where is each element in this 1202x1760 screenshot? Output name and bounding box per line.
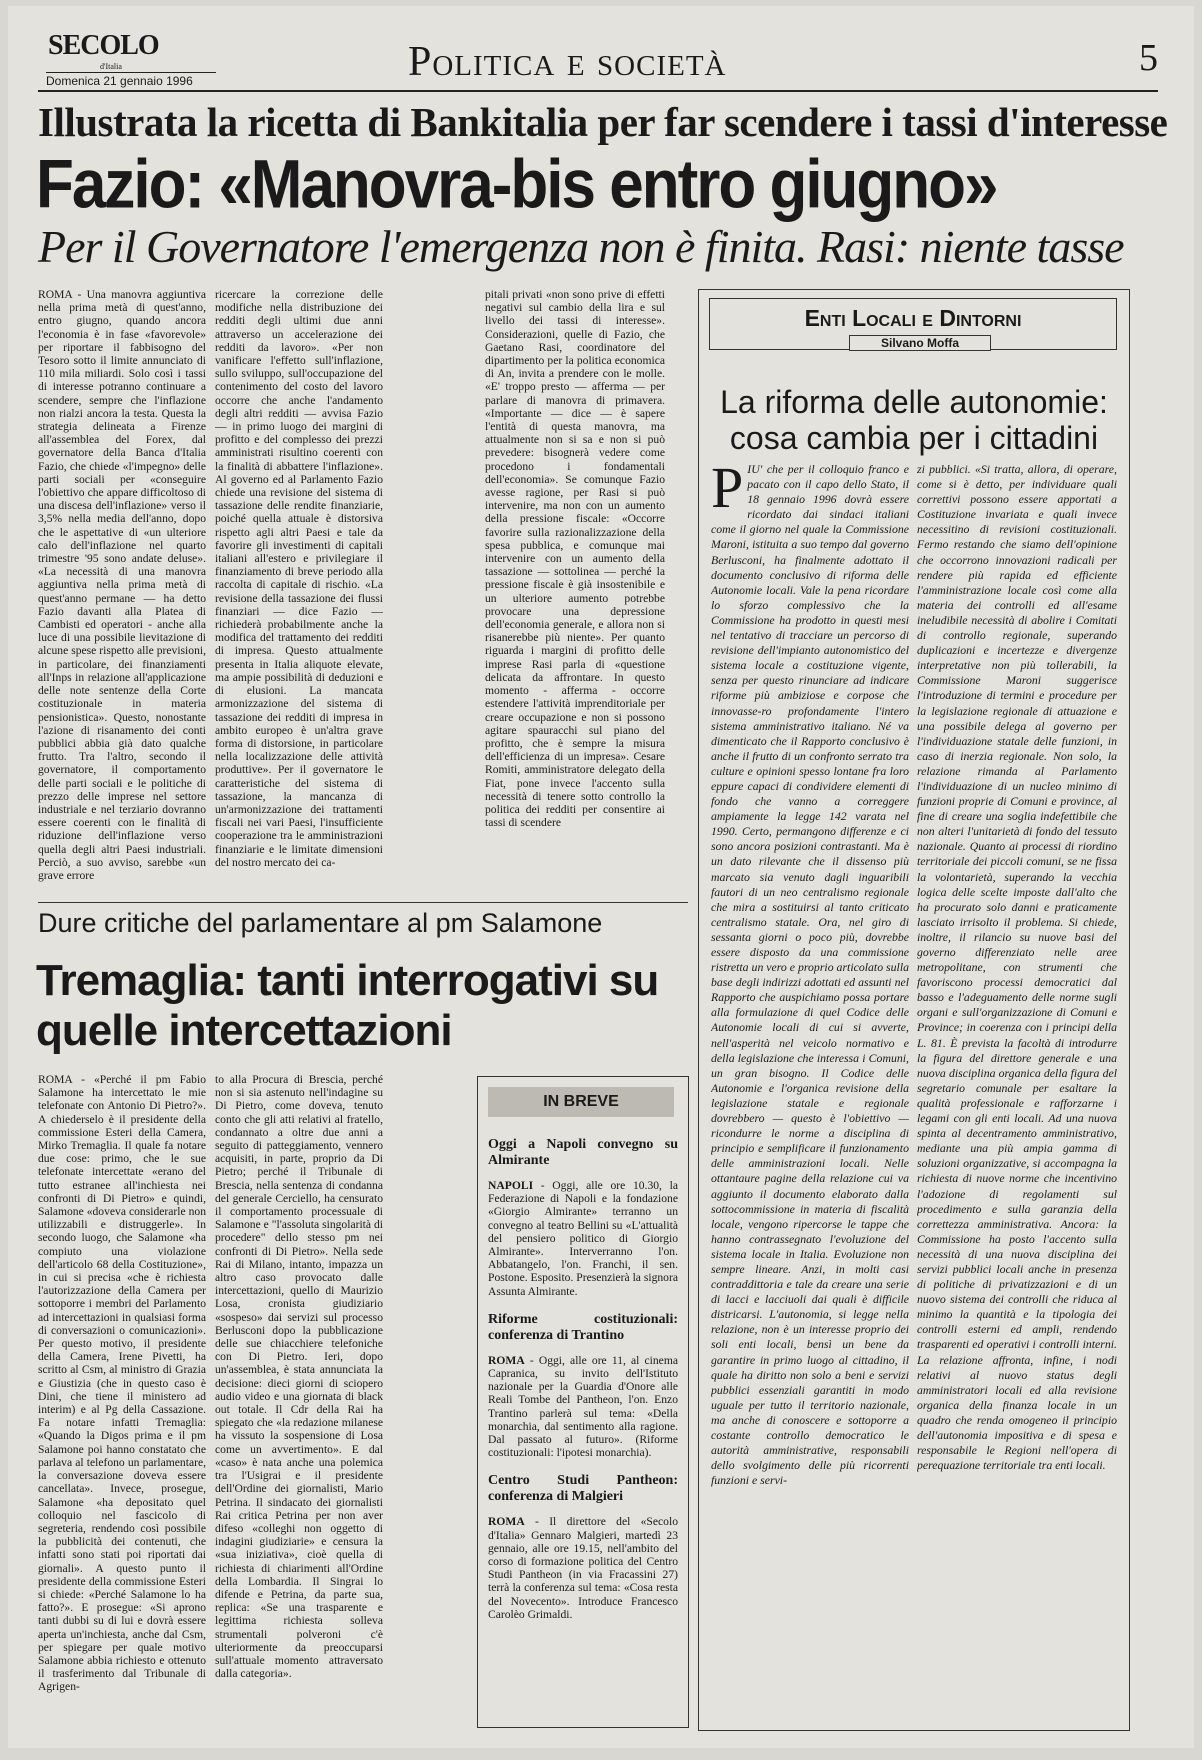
rubric-header: Enti Locali e Dintorni — [709, 298, 1117, 350]
second-headline: Tremaglia: tanti interrogativi su quelle intercettazioni — [36, 956, 659, 1055]
lead-deck: Per il Governatore l'emergenza non è finita. Rasi: niente tasse — [38, 221, 1124, 272]
sidebar-column-1-text: IU' che per il colloquio franco e pacato con il capo dello Stato, il 18 gennaio 1996 dovrà essere ricordato dai sindaci italiani come il giorno nel quale la Commissione Maroni, istituita a suo tempo dal governo Berlusconi, ha finalmente adottato il documento conclusivo di riforma delle Autonomie locali. Vale la pena ricordare lo sforzo complessivo che la Commissione ha prodotto in questi mesi nel tentativo di tracciare un percorso di revisione dell'impianto autonomistico del sistema locale a costituzione vigente, senza per questo rinunciare ad indicare riforme più ambiziose e corpose che innovasse-ro profondamente l'intero sistema amministrativo italiano. Né va dimenticato che il Rapporto conclusivo è anche il frutto di un confronto serrato tra culture e opinioni spesso lontane fra loro eppure capaci di condividere elementi di fondo che vanno a correggere ampiamente la legge 142 varata nel 1990. Certo, permangono differenze e ci sono ancora posizioni contrastanti. Ma è un dato rilevante che il dissenso più marcato sia venuto dagli inguaribili fautori di un neo centralismo regionale che mira a sostituirsi al tanto criticato centralismo statale. Ora, nel giro di sessanta giorni o poco più, dovrebbe essere disposto da una commissione ristretta un vero e proprio articolato sulla base degli indirizzi adottati ed assunti nel Rapporto che auspichiamo possa portare alla formulazione di quel Codice delle Autonomie locali di cui si avverte, nell'asperità nel veicolo normativo e della legislazione che interessa i Comuni, un gran bisogno. Il Codice delle Autonomie e l'organica revisione della legislazione statale e regionale dovrebbero — questo è l'obiettivo — ricondurre le norme a disciplina di principio e semplificare il funzionamento delle amministrazioni locali. Nelle ottantaure pagine della relazione cui va aggiunto il documento elaborato dalla sottocommissione in materia di fiscalità locale, vengono ripercorse le tappe che hanno contrassegnato l'evoluzione del sistema locale in Italia. Evoluzione non sempre lineare. Anzi, in molti casi contraddittoria e tale da creare una serie di lacci e lacciuoli dai quali è difficile districarsi. L'autonomia, si legge nella relazione, non è un interesse proprio dei soli enti locali, bensì un bene da garantire in primo luogo al cittadino, il quale ha diritto non solo a beni e servizi pubblici essenziali garantiti in modo uguale per tutto il territorio nazionale, ma anche di conoscere e sottoporre a costante controllo democratico le autorità amministrative, responsabili dello svolgimento delle più ricorrenti funzioni e servi- — [711, 462, 909, 1488]
section-divider — [38, 902, 688, 903]
brief-item — [488, 1515, 678, 1621]
second-column-2: to alla Procura di Brescia, perché non si sia astenuto nell'indagine su Di Pietro, come doveva, tenuto conto che gli atti relativi al fratello, condannato a oltre due anni a seguito di patteggiamento, vennero acquisiti, in parte, proprio da Di Pietro; perché il Tribunale di Brescia, nella sentenza di condanna del generale Cerciello, ha censurato il comportamento processuale di Salamone e "l'assoluta singolarità di procedere" dello stesso pm nei confronti di Di Pietro». Nella sede Rai di Milano, intanto, impazza un altro caso provocato dalle intercettazioni, quello di Maurizio Losa, cronista giudiziario «sospeso» dai servizi sul processo Berlusconi dopo la pubblicazione delle sue chiacchiere telefoniche con Di Pietro. Ieri, dopo un'assemblea, è stata annunciata la decisione: dieci giorni di sciopero audio video e una giornata di black out totale. Il Cdr della Rai ha spiegato che «la redazione milanese ha vissuto la sospensione di Losa come un avvertimento». E dal «caso» è nata anche una polemica tra l'Usigrai e il presidente dell'Ordine dei giornalisti, Mario Petrina. Il sindacato dei giornalisti Rai critica Petrina per non aver difeso «colleghi non oggetto di indagini giudiziarie» e censura la «sua iniziativa», cioè quella di richiesta di chiarimenti all'Ordine della Lombardia. Il Singrai lo difende e Petrina, da parte sua, replica: «Se una trasparente e legittima richiesta solleva strumentali polveroni c'è ulteriormente da preoccuparsi sull'attuale momento attraversato dalla categoria». — [215, 1073, 383, 1681]
newspaper-page — [8, 6, 1194, 1748]
brief-title: Oggi a Napoli convegno su Almirante — [488, 1137, 678, 1168]
brief-title: Centro Studi Pantheon: conferenza di Malgieri — [488, 1473, 678, 1505]
issue-date: Domenica 21 gennaio 1996 — [46, 72, 216, 88]
sidebar-title: La riforma delle autonomie: cosa cambia per i cittadini — [720, 384, 1108, 456]
second-kicker: Dure critiche del parlamentare al pm Salamone — [38, 908, 603, 938]
lead-kicker: Illustrata la ricetta di Bankitalia per far scendere i tassi d'interesse — [38, 99, 1168, 145]
brief-item — [488, 1354, 678, 1460]
brief-text: - Oggi, alle ore 11, al cinema Capranica, su invito dell'Istituto nazionale per la Guardia d'Onore alle Reali Tombe del Pantheon, l'on. Enzo Trantino parlerà sul tema: «Della monarchia, dal sentimento alla ragione. Dal passato al futuro». (Riforme costituzionali: l'ipotesi monarchia). — [488, 1353, 678, 1460]
logo-subtitle: d'Italia — [100, 62, 122, 71]
second-column-1: ROMA - «Perché il pm Fabio Salamone ha intercettato le mie telefonate con Antonio Di Pietro?». A chiederselo è il presidente della commissione Esteri della Camera, Mirko Tremaglia. Il quale fa notare due cose: primo, che le sue telefonate intercettate «erano del tutto estranee all'inchiesta nei confronti di Di Pietro» e quindi, Salamone «doveva considerarle non utilizzabili e distruggerle». In secondo luogo, che Salamone «ha compiuto una violazione dell'articolo 68 della Costituzione», in cui si precisa «che è richiesta l'autorizzazione della Camera per sottoporre i membri del Parlamento ad intercettazioni in qualsiasi forma di conversazioni o comunicazioni». Per questo motivo, il presidente della Camera, Irene Pivetti, ha scritto al Csm, al ministro di Grazia e Giustizia (che in questo caso è Dini, che tiene il ministero ad interim) e al Pg della Cassazione. Fa notare infatti Tremaglia: «Quando la Digos prima e il pm Salamone poi hanno constatato che parlava al telefono un parlamentare, la conversazione doveva essere cancellata». Invece, prosegue, Salamone «ha depositato quel colloquio nel fascicolo di segreteria, rendendo così possibile la pubblicità dei contenuti, che infatti sono stati poi riportati dai giornali». A questo punto il presidente della commissione Esteri si chiede: «Perché Salamone lo ha fatto?». E prosegue: «Si aprono tanti dubbi su di lui e dovrà essere aperta un'inchiesta, anche dal Csm, per spiegare per quale motivo Salamone abbia richiesto e ottenuto il trasferimento dal Tribunale di Agrigen- — [38, 1073, 206, 1694]
lead-headline: Fazio: «Manovra-bis entro giugno» — [36, 147, 997, 223]
in-brief-box — [477, 1076, 689, 1728]
brief-dateline: ROMA — [488, 1515, 525, 1529]
sidebar-column-1 — [711, 462, 909, 1712]
page-number: 5 — [1139, 37, 1158, 79]
brief-dateline: ROMA — [488, 1353, 525, 1367]
lead-column-1: ROMA - Una manovra aggiuntiva nella prima metà di quest'anno, entro giugno, quando ancora l'economia è in fase «favorevole» per riportare il fabbisogno del Tesoro sotto il limite annunciato di 110 mila miliardi. Solo così i tassi di interesse potranno continuare a scendere, sempre che l'inflazione non rialzi ancora la testa. Questa la strategia delineata a Firenze all'assemblea del Forex, dal governatore della Banca d'Italia Fazio, che chiede «l'impegno» delle parti sociali per «conseguire l'obiettivo che appare difficoltoso di una discesa dell'inflazione» verso il 3,5% nella media dell'anno, dopo che le aspettative di «un ulteriore calo dell'inflazione nel quarto trimestre '95 sono andate deluse». «La necessità di una manovra aggiuntiva nella prima metà di quest'anno permane — ha detto Fazio davanti alla Platea di Cambisti ed operatori - anche alla luce di una possibile lievitazione di alcune spese rispetto alle previsioni, in particolare, dei finanziamenti all'Inps in relazione all'applicazione delle note sentenze della Corte costituzionale in materia pensionistica». Questo, nonostante l'azione di risanamento dei conti pubblici abbia già dato qualche frutto. Tra l'altro, secondo il governatore, il comportamento delle parti sociali e le politiche di prezzo delle imprese nel settore industriale e nel terziario dovranno essere coerenti con le finalità di riduzione dell'inflazione verso quella degli altri Paesi industriali. Perciò, a suo avviso, sarebbe «un grave errore — [38, 288, 206, 882]
lead-column-3: pitali privati «non sono prive di effetti negativi sul cambio della lira e sul livello dei tassi di interesse». Considerazioni, quelle di Fazio, che Gaetano Rasi, coordinatore del dipartimento per la politica economica di An, invita a prendere con le molle. «E' troppo presto — afferma — per parlare di manovra di primavera. «Importante — dice — è sapere l'entità di questa manovra, ma attualmente non si sa e non si può prevedere: bisognerà vedere come procedono i fondamentali dell'economia». Se comunque Fazio avesse ragione, per Rasi si può intervenire, ma non con un aumento della pressione fiscale: «Occorre favorire sulla razionalizzazione della spesa pubblica, e comunque mai intervenire con un aumento della tassazione — sottolinea — perché la pressione fiscale è già insostenibile e un ulteriore aumento potrebbe provocare una depressione dell'economia generale, e allora non si risanerebbe più niente». Per quanto riguarda i margini di profitto delle imprese Rasi parla di «questione delicata da affrontare. In questo momento - afferma - occorre estendere l'attività imprenditoriale per creare occupazione e non si possono agitare spauracchi sul piano del profitto, che è sempre la misura dell'efficienza di un impresa». Cesare Romiti, amministratore delegato della Fiat, pone invece l'accento sulla necessità di tenere sotto controllo la politica dei redditi per consentire ai tassi di scendere — [485, 288, 665, 830]
brief-dateline: NAPOLI — [488, 1179, 534, 1192]
in-brief-tag: IN BREVE — [488, 1087, 674, 1117]
brief-text: - Oggi, alle ore 10.30, la Federazione di Napoli e la fondazione «Giorgio Almirante» terranno un convegno al teatro Bellini su «L'attualità del pensiero politico di Giorgio Almirante». Interverranno l'on. Abbatangelo, l'on. Franchi, il sen. Postone. Esposito. Presenzierà la signora Assunta Almirante. — [488, 1179, 678, 1298]
section-title: Politica e società — [408, 39, 727, 85]
newspaper-logo: SECOLO — [48, 30, 159, 61]
drop-cap: P — [711, 462, 744, 520]
sidebar-box — [698, 289, 1130, 1731]
in-brief-body — [488, 1137, 678, 1717]
brief-item — [488, 1179, 678, 1298]
sidebar-column-2: zi pubblici. «Si tratta, allora, di operare, come si è detto, per individuare quali correttivi possono essere apportati a Costituzione invariata e quali invece necessitino di revisioni costituzionali. Fermo restando che siamo dell'opinione che occorrono innovazioni radicali per rendere più rapida ed efficiente l'amministrazione locale così come alla materia dei controlli ed all'esame ineludibile necessità di abolire i Comitati di controllo regionale, superando duplicazioni e incertezze e divergenze interpretative non più tollerabili, la Commissione Maroni suggerisce l'introduzione di termini e procedure per la legislazione regionale di attuazione e una possibile delega al governo per l'individuazione statale delle funzioni, in caso di inerzia regionale. Non solo, la relazione rimanda al Parlamento l'individuazione di un nucleo minimo di funzioni proprie di Comuni e province, al fine di creare una soglia indefettibile che non alteri l'unitarietà di fondo del tessuto nazionale. Quanto ai processi di riordino territoriale dei piccoli comuni, se ne fissa la volontarietà, superando la vecchia logica delle scelte imposte dall'alto che ha procurato solo danni e praticamente lasciato irrisolto il problema. Si chiede, inoltre, il rilancio su nuove basi del governo differenziato nelle aree metropolitane, con strumenti che favoriscono processi democratici dal basso e l'adeguamento delle norme sugli organi e sull'organizzazione di Comuni e Province; in coerenza con i principi della L. 81. È prevista la facoltà di introdurre la figura del direttore generale e una nuova disciplina organica della figura del segretario comunale per esaltare la qualità professionale e rafforzarne i legami con gli enti locali. Ad una nuova spinta al decentramento amministrativo, mediante una più ampia gamma di soluzioni organizzative, si accompagna la richiesta di nuove norme che incentivino l'adozione di regolamenti sul procedimento e sulla garanzia della correttezza amministrativa. Ancora: la Commissione ha posto l'accento sulla necessità di una nuova disciplina dei servizi pubblici locali anche in presenza di politiche di privatizzazioni e di un nuovo sistema dei controlli che riduca al minimo la quantità e la tipologia dei controlli esterni ed ampli, rendendo trasparenti ed operativi i controlli interni. La relazione affronta, infine, i nodi relativi al nuovo status degli amministratori locali ed alla revisione organica della finanza locale in un quadro che renda omogeneo il principio dell'autonomia impositiva e di spesa e responsabile le Regioni nell'opera di perequazione territoriale tra enti locali. — [917, 462, 1117, 1473]
author-byline: Silvano Moffa — [849, 335, 991, 351]
brief-text: - Il direttore del «Secolo d'Italia» Gennaro Malgieri, martedì 23 gennaio, alle ore 19.15, nell'ambito del corso di formazione politica del Centro Studi Pantheon (in via Fracassini 27) terrà la conferenza sul tema: «Cosa resta del Novecento». Introduce Francesco Carolèo Grimaldi. — [488, 1515, 678, 1621]
brief-title: Riforme costituzionali: conferenza di Trantino — [488, 1311, 678, 1343]
masthead — [38, 20, 1158, 92]
lead-column-2: ricercare la correzione delle modifiche nella distribuzione dei redditi degli ultimi due anni attraverso un accelerazione dei redditi da lavoro». «Per non vanificare l'effetto sull'inflazione, sullo sviluppo, sull'occupazione del contenimento del costo del lavoro occorre che anche l'andamento degli altri redditi — avvisa Fazio — in primo luogo dei margini di profitto e del complesso dei prezzi amministrati risultino coerenti con la finalità di abbattere l'inflazione». Al governo ed al Parlamento Fazio chiede una revisione del sistema di tassazione delle rendite finanziarie, poiché quella attuale è distorsiva rispetto agli altri Paesi e tale da favorire gli investimenti di capitali italiani all'estero e privilegiare il finanziamento di breve periodo alla raccolta di capitale di rischio. «La revisione della tassazione dei flussi finanziari — dice Fazio — richiederà probabilmente anche la modifica del trattamento dei redditi di impresa. Questo attualmente presenta in Italia aliquote elevate, ma ampie possibilità di deduzioni e di elusioni. La mancata armonizzazione del sistema di tassazione dei redditi di impresa in ambito europeo è un'altra grave forma di distorsione, in particolare nella localizzazione delle attività produttive». Per il governatore le caratteristiche del sistema di tassazione, la mancanza di un'armonizzazione dei trattamenti fiscali nei vari Paesi, l'insufficiente cooperazione tra le amministrazioni finanziarie e le limitate dimensioni del nostro mercato dei ca- — [215, 288, 383, 869]
